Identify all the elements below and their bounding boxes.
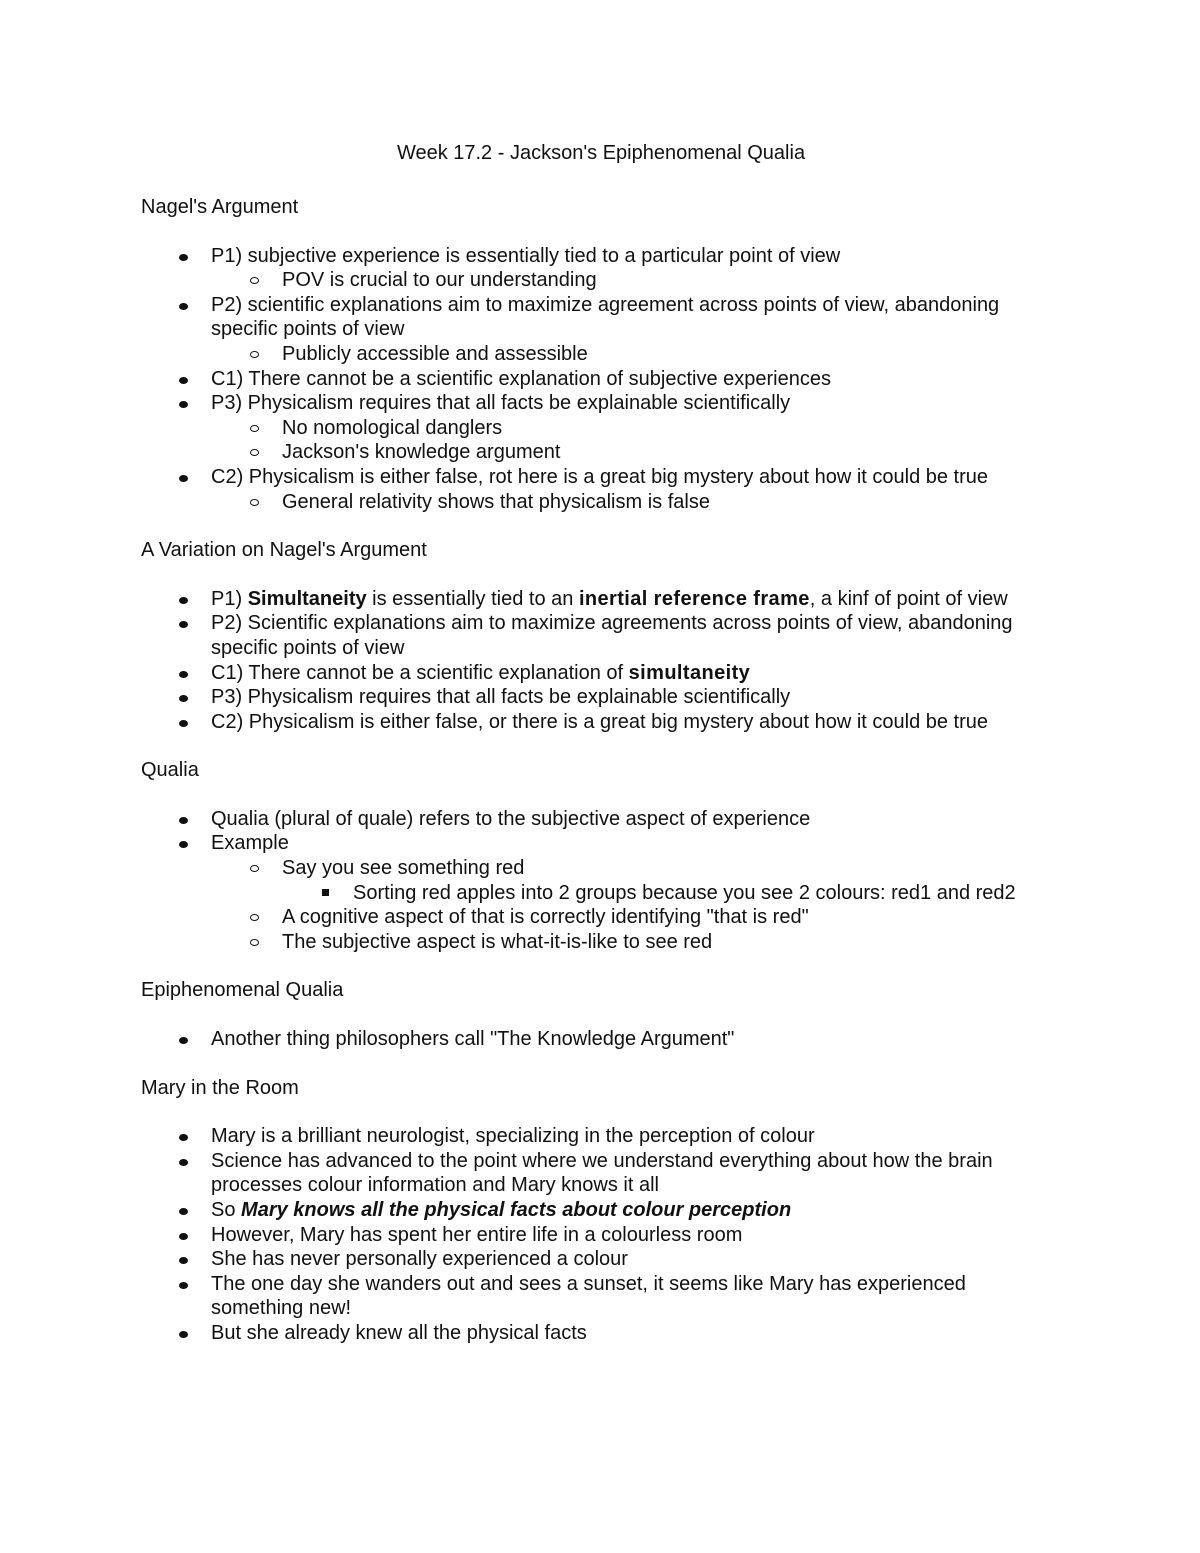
- list-item-text: POV is crucial to our understanding: [282, 269, 597, 292]
- list-item: [141, 1247, 1061, 1272]
- document-title: Week 17.2 - Jackson's Epiphenomenal Qualia: [396, 142, 806, 164]
- bullet-icon: [179, 841, 188, 848]
- list-item: [141, 587, 1061, 612]
- bullet-icon: [179, 1257, 188, 1264]
- list-item: [211, 342, 1061, 367]
- list-item: [141, 831, 1061, 954]
- section-heading-epiphenomenal-qualia: Epiphenomenal Qualia: [141, 979, 344, 1002]
- list-item: [211, 856, 1061, 905]
- hollow-bullet-icon: [250, 425, 259, 432]
- hollow-bullet-icon: [250, 865, 259, 872]
- epiphenomenal-list: [141, 1027, 1061, 1052]
- list-item-text: P3) Physicalism requires that all facts be explainable scientifically: [211, 686, 791, 709]
- sub-list: [141, 342, 1061, 367]
- bold-text-simultaneity: Simultaneity: [247, 587, 367, 610]
- list-item-text: [211, 661, 1061, 686]
- hollow-bullet-icon: [250, 449, 259, 456]
- list-item-text: Science has advanced to the point where we understand everything about how the brain processes colour information and Mary knows it all: [211, 1149, 993, 1197]
- bold-italic-text: Mary knows all the physical facts about colour perception: [241, 1199, 792, 1221]
- variation-argument-list: [141, 587, 1061, 735]
- bullet-icon: [179, 1233, 188, 1240]
- list-item-text: P3) Physicalism requires that all facts be explainable scientifically: [211, 392, 791, 415]
- text-run: is essentially tied to an: [366, 587, 579, 610]
- list-item-text: P2) scientific explanations aim to maximize agreement across points of view, abandoning specific points of view: [211, 293, 1000, 341]
- bullet-icon: [179, 671, 188, 678]
- hollow-bullet-icon: [250, 277, 259, 284]
- bullet-icon: [179, 1134, 188, 1141]
- bullet-icon: [179, 475, 188, 482]
- list-item: [141, 1198, 1061, 1223]
- text-run: So: [211, 1199, 242, 1221]
- list-item-text: A cognitive aspect of that is correctly identifying "that is red": [282, 906, 809, 929]
- bullet-icon: [179, 1159, 188, 1166]
- list-item-text: Say you see something red: [282, 857, 525, 880]
- list-item: [141, 293, 1061, 367]
- bold-text-inertial-reference-frame: inertial reference frame: [578, 587, 810, 610]
- section-heading-nagels-argument: Nagel's Argument: [141, 196, 299, 218]
- list-item-text: C2) Physicalism is either false, rot here is a great big mystery about how it could be true: [211, 465, 989, 488]
- list-item-text: She has never personally experienced a colour: [211, 1248, 628, 1271]
- list-item: [141, 465, 1061, 514]
- list-item: [141, 710, 1061, 735]
- section-heading-qualia: Qualia: [141, 759, 199, 782]
- bullet-icon: [179, 1282, 188, 1289]
- mary-list: [141, 1124, 1061, 1345]
- list-item: [141, 1124, 1061, 1149]
- list-item-text: C1) There cannot be a scientific explanation of subjective experiences: [211, 367, 831, 390]
- list-item-text: [211, 1198, 1061, 1223]
- bullet-icon: [179, 303, 188, 310]
- text-run: P1): [211, 587, 248, 610]
- list-item: [141, 367, 1061, 392]
- document-page: [141, 141, 1061, 1370]
- hollow-bullet-icon: [250, 914, 259, 921]
- bullet-icon: [179, 695, 188, 702]
- bullet-icon: [179, 1037, 188, 1044]
- hollow-bullet-icon: [250, 939, 259, 946]
- list-item: [141, 611, 1061, 660]
- bullet-icon: [179, 401, 188, 408]
- text-run: , a kinf of point of view: [809, 587, 1008, 610]
- section-heading-mary-in-the-room: Mary in the Room: [141, 1076, 299, 1099]
- list-item-text: But she already knew all the physical facts: [211, 1321, 587, 1344]
- list-item: [141, 1149, 1061, 1198]
- text-run: C1) There cannot be a scientific explanation of: [211, 661, 629, 684]
- list-item: [211, 905, 1061, 930]
- list-item-text: The subjective aspect is what-it-is-like to see red: [282, 930, 713, 953]
- sub-list: [141, 490, 1061, 515]
- bullet-icon: [179, 1331, 188, 1338]
- list-item: [211, 268, 1061, 293]
- bullet-icon: [179, 621, 188, 628]
- list-item: [282, 881, 1061, 906]
- list-item: [141, 685, 1061, 710]
- bullet-icon: [179, 720, 188, 727]
- list-item: [211, 930, 1061, 955]
- hollow-bullet-icon: [250, 351, 259, 358]
- list-item: [211, 416, 1061, 441]
- list-item: [141, 807, 1061, 832]
- square-bullet-icon: [322, 889, 329, 896]
- list-item: [141, 391, 1061, 465]
- list-item: [141, 661, 1061, 686]
- sub-list: [141, 268, 1061, 293]
- list-item: [141, 1027, 1061, 1052]
- list-item-text: The one day she wanders out and sees a sunset, it seems like Mary has experienced something new!: [211, 1272, 966, 1320]
- list-item: [141, 244, 1061, 293]
- bullet-icon: [179, 817, 188, 824]
- bold-text-simultaneity: simultaneity: [628, 661, 751, 684]
- list-item: [211, 440, 1061, 465]
- nagel-argument-list: [141, 244, 1061, 515]
- list-item-text: Sorting red apples into 2 groups because you see 2 colours: red1 and red2: [353, 881, 1016, 904]
- list-item-text: Qualia (plural of quale) refers to the subjective aspect of experience: [211, 807, 811, 830]
- sub-sub-list: [282, 881, 1061, 906]
- list-item: [211, 490, 1061, 515]
- bullet-icon: [179, 254, 188, 261]
- list-item: [141, 1272, 1061, 1321]
- list-item-text: P1) subjective experience is essentially tied to a particular point of view: [211, 244, 841, 267]
- bullet-icon: [179, 597, 188, 604]
- sub-list: [141, 416, 1061, 465]
- list-item-text: Another thing philosophers call "The Knowledge Argument": [211, 1028, 735, 1051]
- list-item-text: General relativity shows that physicalism is false: [282, 490, 710, 513]
- list-item: [141, 1321, 1061, 1346]
- bullet-icon: [179, 1208, 188, 1215]
- list-item: [141, 1223, 1061, 1248]
- list-item-text: No nomological danglers: [282, 416, 503, 439]
- list-item-text: P2) Scientific explanations aim to maximize agreements across points of view, abandoning specific points of view: [211, 612, 1013, 659]
- list-item-text: C2) Physicalism is either false, or there is a great big mystery about how it could be true: [211, 710, 989, 733]
- sub-list: [141, 856, 1061, 954]
- list-item-text: Example: [211, 832, 289, 855]
- list-item-text: However, Mary has spent her entire life in a colourless room: [211, 1223, 743, 1246]
- list-item-text: Mary is a brilliant neurologist, specializing in the perception of colour: [211, 1125, 815, 1148]
- qualia-list: [141, 807, 1061, 955]
- hollow-bullet-icon: [250, 499, 259, 506]
- section-heading-variation: A Variation on Nagel's Argument: [141, 539, 427, 562]
- list-item-text: Publicly accessible and assessible: [282, 342, 588, 365]
- bullet-icon: [179, 377, 188, 384]
- list-item-text: [211, 587, 1061, 612]
- list-item-text: Jackson's knowledge argument: [282, 441, 561, 464]
